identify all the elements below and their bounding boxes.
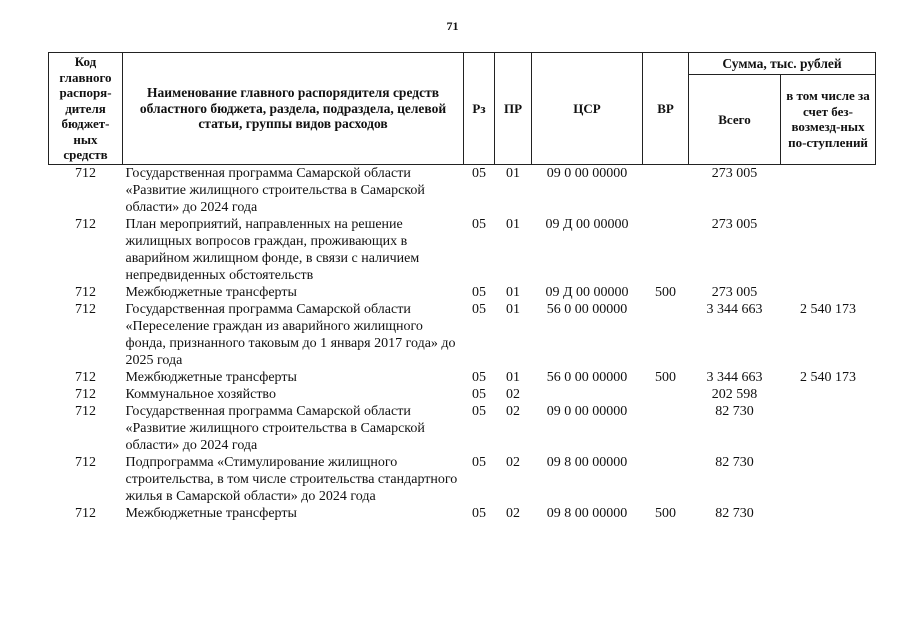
cell-vr <box>643 216 689 284</box>
table-body <box>49 164 876 522</box>
cell-free <box>781 403 876 454</box>
cell-name: План мероприятий, направленных на решение жилищных вопросов граждан, проживающих в аварийном жилищном фонде, в связи с наличием непредвиденных обстоятельств <box>125 216 420 283</box>
cell-csr: 09 8 00 00000 <box>546 454 628 470</box>
header-code: Код главного распоря-дителя бюджет-ных средств <box>49 53 123 165</box>
cell-total: 82 730 <box>715 403 754 419</box>
cell-name: Государственная программа Самарской области «Развитие жилищного строительства в Самарской области» до 2024 года <box>125 165 425 215</box>
cell-free <box>781 386 876 403</box>
budget-table <box>48 52 876 522</box>
cell-csr: 09 Д 00 00000 <box>545 216 629 232</box>
table-row <box>49 164 876 216</box>
cell-total: 273 005 <box>711 284 758 300</box>
table-row <box>49 505 876 522</box>
cell-vr <box>643 386 689 403</box>
cell-pr: 02 <box>506 505 520 521</box>
cell-name: Межбюджетные трансферты <box>125 369 297 385</box>
cell-pr: 02 <box>506 454 520 470</box>
cell-code: 712 <box>75 284 96 300</box>
header-csr: ЦСР <box>532 53 643 165</box>
cell-code: 712 <box>75 216 96 232</box>
header-rz: Рз <box>464 53 495 165</box>
cell-total: 273 005 <box>711 165 758 181</box>
cell-vr: 500 <box>655 369 676 385</box>
cell-rz: 05 <box>472 165 486 181</box>
header-vr: ВР <box>643 53 689 165</box>
table-header <box>49 53 876 165</box>
cell-pr: 02 <box>506 386 520 402</box>
cell-free: 2 540 173 <box>800 301 856 317</box>
cell-rz: 05 <box>472 369 486 385</box>
cell-total: 3 344 663 <box>706 301 763 317</box>
cell-pr: 01 <box>506 301 520 317</box>
cell-code: 712 <box>75 369 96 385</box>
cell-rz: 05 <box>472 216 486 232</box>
cell-pr: 02 <box>506 403 520 419</box>
header-sum-group: Сумма, тыс. рублей <box>689 53 876 75</box>
cell-csr: 09 Д 00 00000 <box>545 284 629 300</box>
cell-csr: 09 0 00 00000 <box>546 165 628 181</box>
table-row <box>49 386 876 403</box>
cell-rz: 05 <box>472 386 486 402</box>
cell-code: 712 <box>75 301 96 317</box>
header-name: Наименование главного распорядителя средств областного бюджета, раздела, подраздела, целевой статьи, группы видов расходов <box>123 53 464 165</box>
cell-name: Государственная программа Самарской области «Переселение граждан из аварийного жилищного фонда, признанного таковым до 1 января 2017 года» до 2025 года <box>125 301 456 368</box>
cell-name: Коммунальное хозяйство <box>125 386 276 402</box>
cell-name: Государственная программа Самарской области «Развитие жилищного строительства в Самарской области» до 2024 года <box>125 403 425 453</box>
cell-rz: 05 <box>472 284 486 300</box>
cell-code: 712 <box>75 505 96 521</box>
cell-name: Межбюджетные трансферты <box>125 284 297 300</box>
table-row <box>49 216 876 284</box>
cell-csr: 56 0 00 00000 <box>546 369 628 385</box>
cell-free <box>781 284 876 301</box>
header-free: в том числе за счет без-возмезд-ных по-ступлений <box>781 75 876 165</box>
cell-vr <box>643 164 689 216</box>
cell-vr <box>643 403 689 454</box>
cell-pr: 01 <box>506 369 520 385</box>
cell-vr <box>643 454 689 505</box>
cell-total: 82 730 <box>715 454 754 470</box>
cell-pr: 01 <box>506 284 520 300</box>
cell-pr: 01 <box>506 216 520 232</box>
cell-vr: 500 <box>655 505 676 521</box>
table-row <box>49 369 876 386</box>
cell-rz: 05 <box>472 403 486 419</box>
cell-code: 712 <box>75 454 96 470</box>
page-number: 71 <box>446 19 459 33</box>
cell-total: 202 598 <box>711 386 758 402</box>
cell-name: Межбюджетные трансферты <box>125 505 297 521</box>
cell-total: 3 344 663 <box>706 369 763 385</box>
cell-rz: 05 <box>472 454 486 470</box>
cell-total: 82 730 <box>715 505 754 521</box>
header-pr: ПР <box>495 53 532 165</box>
table-row <box>49 454 876 505</box>
cell-csr: 56 0 00 00000 <box>546 301 628 317</box>
cell-code: 712 <box>75 403 96 419</box>
cell-name: Подпрограмма «Стимулирование жилищного строительства, в том числе строительства стандартного жилья в Самарской области» до 2024 года <box>125 454 458 504</box>
table-row <box>49 301 876 369</box>
cell-free: 2 540 173 <box>800 369 856 385</box>
cell-vr <box>643 301 689 369</box>
cell-csr <box>532 386 643 403</box>
cell-code: 712 <box>75 386 96 402</box>
cell-csr: 09 0 00 00000 <box>546 403 628 419</box>
cell-free <box>781 505 876 522</box>
cell-csr: 09 8 00 00000 <box>546 505 628 521</box>
cell-pr: 01 <box>506 165 520 181</box>
header-total: Всего <box>689 75 781 165</box>
cell-code: 712 <box>75 165 96 181</box>
table-row <box>49 284 876 301</box>
cell-rz: 05 <box>472 505 486 521</box>
cell-free <box>781 164 876 216</box>
table-row <box>49 403 876 454</box>
cell-total: 273 005 <box>711 216 758 232</box>
cell-free <box>781 454 876 505</box>
cell-vr: 500 <box>655 284 676 300</box>
cell-rz: 05 <box>472 301 486 317</box>
cell-free <box>781 216 876 284</box>
